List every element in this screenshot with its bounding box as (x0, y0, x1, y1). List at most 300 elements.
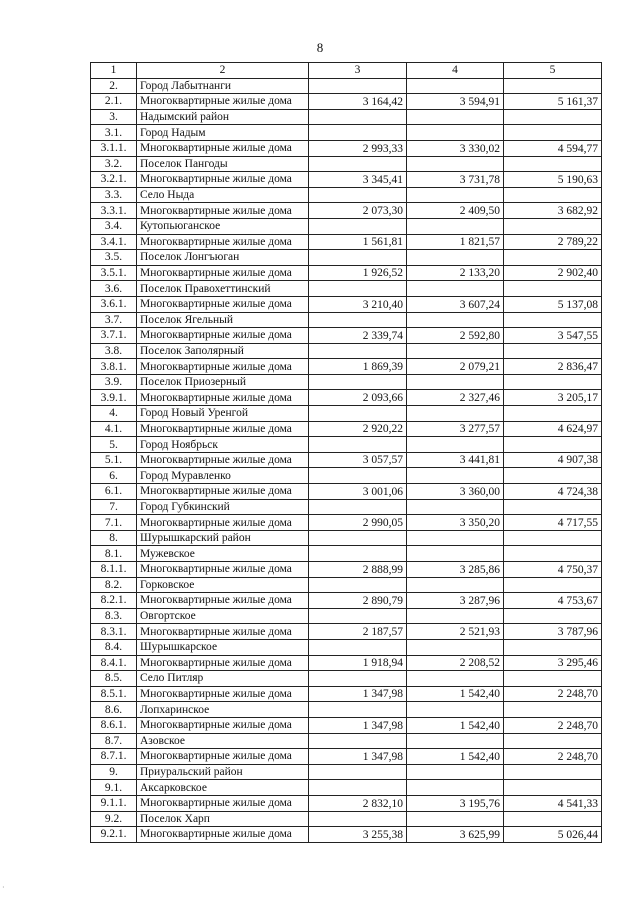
row-code: 4.1. (91, 421, 137, 437)
table-row (91, 764, 602, 780)
table-row (91, 515, 602, 531)
value-col3 (309, 187, 407, 203)
value-col4 (407, 437, 504, 453)
value-col3: 3 255,38 (309, 827, 407, 843)
value-col4: 2 327,46 (407, 390, 504, 406)
row-name: Поселок Ягельный (137, 312, 309, 328)
margin-mark: · (2, 883, 5, 892)
row-name: Аксарковское (137, 780, 309, 796)
table-row (91, 250, 602, 266)
value-col3: 3 210,40 (309, 296, 407, 312)
row-code: 7.1. (91, 515, 137, 531)
page-number: 8 (316, 40, 324, 55)
table-row (91, 717, 602, 733)
value-col5: 4 750,37 (504, 562, 602, 578)
value-col4 (407, 343, 504, 359)
row-code: 3.9.1. (91, 390, 137, 406)
value-col5 (504, 811, 602, 827)
value-col4 (407, 702, 504, 718)
value-col5: 4 717,55 (504, 515, 602, 531)
value-col4: 1 542,40 (407, 749, 504, 765)
table-row (91, 686, 602, 702)
value-col5 (504, 530, 602, 546)
table-row (91, 530, 602, 546)
table-row (91, 406, 602, 422)
value-col4 (407, 125, 504, 141)
row-name: Многоквартирные жилые дома (137, 749, 309, 765)
table-row (91, 468, 602, 484)
row-name: Многоквартирные жилые дома (137, 717, 309, 733)
table-row (91, 639, 602, 655)
table-row (91, 452, 602, 468)
value-col5: 3 295,46 (504, 655, 602, 671)
table-row (91, 608, 602, 624)
table-row (91, 671, 602, 687)
row-name: Многоквартирные жилые дома (137, 655, 309, 671)
table-row (91, 499, 602, 515)
table-row (91, 218, 602, 234)
value-col4: 3 731,78 (407, 172, 504, 188)
row-name: Многоквартирные жилые дома (137, 203, 309, 219)
row-name: Многоквартирные жилые дома (137, 234, 309, 250)
row-code: 5.1. (91, 452, 137, 468)
value-col5: 5 161,37 (504, 94, 602, 110)
table-row (91, 749, 602, 765)
row-name: Многоквартирные жилые дома (137, 94, 309, 110)
value-col4 (407, 78, 504, 94)
value-col5 (504, 764, 602, 780)
value-col4 (407, 764, 504, 780)
value-col3: 2 990,05 (309, 515, 407, 531)
value-col3 (309, 702, 407, 718)
row-code: 3.5. (91, 250, 137, 266)
value-col5: 2 836,47 (504, 359, 602, 375)
row-code: 3.7.1. (91, 328, 137, 344)
row-code: 5. (91, 437, 137, 453)
row-code: 3.7. (91, 312, 137, 328)
value-col5 (504, 406, 602, 422)
row-name: Многоквартирные жилые дома (137, 172, 309, 188)
table-row (91, 265, 602, 281)
row-code: 8.3.1. (91, 624, 137, 640)
value-col3 (309, 546, 407, 562)
row-code: 3.2.1. (91, 172, 137, 188)
value-col4 (407, 499, 504, 515)
row-name: Многоквартирные жилые дома (137, 265, 309, 281)
table-row (91, 390, 602, 406)
value-col4 (407, 187, 504, 203)
column-header: 1 (91, 63, 137, 79)
row-code: 4. (91, 406, 137, 422)
row-name: Поселок Приозерный (137, 374, 309, 390)
table-row (91, 593, 602, 609)
value-col5 (504, 374, 602, 390)
value-col3 (309, 608, 407, 624)
value-col3 (309, 499, 407, 515)
row-code: 3. (91, 109, 137, 125)
value-col4 (407, 608, 504, 624)
value-col3: 3 057,57 (309, 452, 407, 468)
value-col4: 3 350,20 (407, 515, 504, 531)
value-col4 (407, 468, 504, 484)
value-col5: 3 787,96 (504, 624, 602, 640)
row-name: Город Новый Уренгой (137, 406, 309, 422)
value-col3 (309, 109, 407, 125)
row-code: 3.9. (91, 374, 137, 390)
row-code: 3.2. (91, 156, 137, 172)
value-col5 (504, 109, 602, 125)
row-name: Шурышкарское (137, 639, 309, 655)
row-name: Многоквартирные жилые дома (137, 593, 309, 609)
value-col3 (309, 343, 407, 359)
value-col3: 2 093,66 (309, 390, 407, 406)
row-code: 3.1. (91, 125, 137, 141)
table-row (91, 156, 602, 172)
value-col4 (407, 281, 504, 297)
row-code: 3.3. (91, 187, 137, 203)
value-col5: 5 137,08 (504, 296, 602, 312)
value-col3 (309, 811, 407, 827)
value-col5: 2 789,22 (504, 234, 602, 250)
table-row (91, 374, 602, 390)
column-header: 3 (309, 63, 407, 79)
value-col5 (504, 733, 602, 749)
row-name: Лопхаринское (137, 702, 309, 718)
value-col3: 3 345,41 (309, 172, 407, 188)
row-code: 8.7. (91, 733, 137, 749)
column-header: 5 (504, 63, 602, 79)
table-row (91, 312, 602, 328)
row-code: 8.4.1. (91, 655, 137, 671)
row-code: 8.6. (91, 702, 137, 718)
row-code: 8.5.1. (91, 686, 137, 702)
value-col4: 3 195,76 (407, 795, 504, 811)
row-code: 3.6. (91, 281, 137, 297)
value-col5 (504, 125, 602, 141)
row-name: Надымский район (137, 109, 309, 125)
value-col5 (504, 702, 602, 718)
value-col3 (309, 764, 407, 780)
row-code: 9.1.1. (91, 795, 137, 811)
value-col5 (504, 78, 602, 94)
value-col4: 3 360,00 (407, 484, 504, 500)
table-row (91, 343, 602, 359)
value-col5 (504, 608, 602, 624)
row-code: 2. (91, 78, 137, 94)
value-col3 (309, 156, 407, 172)
table-row (91, 437, 602, 453)
value-col4: 1 542,40 (407, 686, 504, 702)
value-col5 (504, 312, 602, 328)
table-row (91, 827, 602, 843)
value-col5 (504, 577, 602, 593)
table-row (91, 187, 602, 203)
row-name: Многоквартирные жилые дома (137, 484, 309, 500)
row-name: Поселок Лонгъюган (137, 250, 309, 266)
row-name: Город Ноябрьск (137, 437, 309, 453)
value-col3 (309, 577, 407, 593)
value-col3 (309, 468, 407, 484)
value-col5 (504, 343, 602, 359)
header-row (91, 63, 602, 79)
value-col3: 2 832,10 (309, 795, 407, 811)
row-code: 8.2. (91, 577, 137, 593)
value-col3: 1 347,98 (309, 749, 407, 765)
row-name: Город Надым (137, 125, 309, 141)
value-col5 (504, 639, 602, 655)
value-col4 (407, 639, 504, 655)
row-code: 8.1. (91, 546, 137, 562)
row-name: Многоквартирные жилые дома (137, 515, 309, 531)
value-col3 (309, 530, 407, 546)
row-code: 3.5.1. (91, 265, 137, 281)
table-row (91, 172, 602, 188)
value-col5 (504, 250, 602, 266)
value-col5: 2 248,70 (504, 717, 602, 733)
row-code: 7. (91, 499, 137, 515)
row-code: 8.2.1. (91, 593, 137, 609)
table-row (91, 281, 602, 297)
value-col3: 2 073,30 (309, 203, 407, 219)
value-col3 (309, 125, 407, 141)
column-header: 2 (137, 63, 309, 79)
value-col3 (309, 374, 407, 390)
row-code: 8.7.1. (91, 749, 137, 765)
row-name: Поселок Правохеттинский (137, 281, 309, 297)
row-name: Многоквартирные жилые дома (137, 452, 309, 468)
value-col4: 2 208,52 (407, 655, 504, 671)
value-col5 (504, 546, 602, 562)
row-name: Многоквартирные жилые дома (137, 686, 309, 702)
row-code: 3.8. (91, 343, 137, 359)
value-col5 (504, 437, 602, 453)
value-col3 (309, 78, 407, 94)
row-code: 8.3. (91, 608, 137, 624)
value-col5 (504, 468, 602, 484)
table-row (91, 484, 602, 500)
value-col3 (309, 733, 407, 749)
value-col3: 2 920,22 (309, 421, 407, 437)
row-name: Мужевское (137, 546, 309, 562)
row-code: 9.2. (91, 811, 137, 827)
row-name: Село Питляр (137, 671, 309, 687)
table-row (91, 296, 602, 312)
value-col3 (309, 312, 407, 328)
value-col3 (309, 218, 407, 234)
value-col4 (407, 312, 504, 328)
value-col5: 4 753,67 (504, 593, 602, 609)
value-col3 (309, 780, 407, 796)
row-name: Город Муравленко (137, 468, 309, 484)
value-col4 (407, 218, 504, 234)
row-code: 3.8.1. (91, 359, 137, 375)
value-col3: 1 347,98 (309, 717, 407, 733)
row-name: Село Ныда (137, 187, 309, 203)
value-col5: 4 594,77 (504, 140, 602, 156)
table-row (91, 78, 602, 94)
value-col5 (504, 780, 602, 796)
value-col4: 1 821,57 (407, 234, 504, 250)
value-col5: 4 624,97 (504, 421, 602, 437)
row-name: Овгортское (137, 608, 309, 624)
table-row (91, 94, 602, 110)
value-col4 (407, 671, 504, 687)
value-col3: 1 561,81 (309, 234, 407, 250)
row-name: Азовское (137, 733, 309, 749)
table-row (91, 811, 602, 827)
value-col3: 2 187,57 (309, 624, 407, 640)
row-name: Многоквартирные жилые дома (137, 795, 309, 811)
value-col5: 3 205,17 (504, 390, 602, 406)
value-col5 (504, 671, 602, 687)
column-header: 4 (407, 63, 504, 79)
value-col5: 3 682,92 (504, 203, 602, 219)
table-row (91, 795, 602, 811)
row-name: Горковское (137, 577, 309, 593)
value-col4: 1 542,40 (407, 717, 504, 733)
value-col3 (309, 281, 407, 297)
value-col5 (504, 156, 602, 172)
value-col3: 2 339,74 (309, 328, 407, 344)
row-code: 3.4.1. (91, 234, 137, 250)
row-name: Поселок Харп (137, 811, 309, 827)
value-col4: 3 330,02 (407, 140, 504, 156)
value-col4: 3 441,81 (407, 452, 504, 468)
value-col3 (309, 671, 407, 687)
value-col5: 5 190,63 (504, 172, 602, 188)
value-col4 (407, 156, 504, 172)
value-col3: 1 869,39 (309, 359, 407, 375)
row-name: Многоквартирные жилые дома (137, 296, 309, 312)
value-col4 (407, 109, 504, 125)
row-code: 9.2.1. (91, 827, 137, 843)
value-col3: 3 001,06 (309, 484, 407, 500)
value-col4 (407, 406, 504, 422)
value-col4: 2 409,50 (407, 203, 504, 219)
row-code: 6. (91, 468, 137, 484)
value-col5 (504, 218, 602, 234)
row-code: 8.4. (91, 639, 137, 655)
table-row (91, 328, 602, 344)
row-code: 9. (91, 764, 137, 780)
value-col4 (407, 530, 504, 546)
value-col5: 4 541,33 (504, 795, 602, 811)
value-col4: 2 079,21 (407, 359, 504, 375)
value-col4: 2 521,93 (407, 624, 504, 640)
table-row (91, 421, 602, 437)
value-col4: 3 287,96 (407, 593, 504, 609)
table-row (91, 203, 602, 219)
table-row (91, 140, 602, 156)
row-name: Кутопьюганское (137, 218, 309, 234)
table-body (91, 63, 602, 843)
value-col4 (407, 780, 504, 796)
value-col3 (309, 639, 407, 655)
row-name: Приуральский район (137, 764, 309, 780)
value-col4: 3 285,86 (407, 562, 504, 578)
table-row (91, 655, 602, 671)
value-col4 (407, 733, 504, 749)
value-col3 (309, 406, 407, 422)
value-col5: 4 907,38 (504, 452, 602, 468)
value-col5: 2 902,40 (504, 265, 602, 281)
row-code: 8. (91, 530, 137, 546)
value-col4: 3 625,99 (407, 827, 504, 843)
row-code: 6.1. (91, 484, 137, 500)
value-col4: 2 133,20 (407, 265, 504, 281)
row-name: Многоквартирные жилые дома (137, 328, 309, 344)
row-code: 3.1.1. (91, 140, 137, 156)
value-col5: 2 248,70 (504, 686, 602, 702)
row-name: Город Губкинский (137, 499, 309, 515)
row-name: Многоквартирные жилые дома (137, 421, 309, 437)
row-code: 8.6.1. (91, 717, 137, 733)
value-col4: 2 592,80 (407, 328, 504, 344)
row-code: 8.5. (91, 671, 137, 687)
value-col3: 1 918,94 (309, 655, 407, 671)
row-code: 3.6.1. (91, 296, 137, 312)
row-name: Шурышкарский район (137, 530, 309, 546)
value-col3: 1 926,52 (309, 265, 407, 281)
value-col4 (407, 374, 504, 390)
table-row (91, 577, 602, 593)
value-col5 (504, 187, 602, 203)
table-row (91, 125, 602, 141)
row-code: 3.4. (91, 218, 137, 234)
value-col5: 5 026,44 (504, 827, 602, 843)
value-col3 (309, 250, 407, 266)
value-col4: 3 277,57 (407, 421, 504, 437)
table-row (91, 109, 602, 125)
row-name: Многоквартирные жилые дома (137, 562, 309, 578)
row-code: 9.1. (91, 780, 137, 796)
row-name: Поселок Пангоды (137, 156, 309, 172)
value-col3: 1 347,98 (309, 686, 407, 702)
row-name: Многоквартирные жилые дома (137, 140, 309, 156)
value-col5: 2 248,70 (504, 749, 602, 765)
value-col4: 3 594,91 (407, 94, 504, 110)
value-col4 (407, 546, 504, 562)
tariff-table (90, 62, 602, 843)
value-col3 (309, 437, 407, 453)
table-row (91, 546, 602, 562)
value-col3: 3 164,42 (309, 94, 407, 110)
table-row (91, 624, 602, 640)
value-col4 (407, 577, 504, 593)
value-col3: 2 890,79 (309, 593, 407, 609)
row-code: 2.1. (91, 94, 137, 110)
value-col3: 2 888,99 (309, 562, 407, 578)
table-row (91, 562, 602, 578)
value-col4 (407, 250, 504, 266)
table-row (91, 702, 602, 718)
row-code: 8.1.1. (91, 562, 137, 578)
value-col4 (407, 811, 504, 827)
value-col4: 3 607,24 (407, 296, 504, 312)
table-row (91, 780, 602, 796)
table-row (91, 359, 602, 375)
value-col3: 2 993,33 (309, 140, 407, 156)
row-name: Поселок Заполярный (137, 343, 309, 359)
row-name: Город Лабытнанги (137, 78, 309, 94)
value-col5: 3 547,55 (504, 328, 602, 344)
table-row (91, 733, 602, 749)
row-code: 3.3.1. (91, 203, 137, 219)
row-name: Многоквартирные жилые дома (137, 827, 309, 843)
value-col5: 4 724,38 (504, 484, 602, 500)
row-name: Многоквартирные жилые дома (137, 359, 309, 375)
row-name: Многоквартирные жилые дома (137, 390, 309, 406)
